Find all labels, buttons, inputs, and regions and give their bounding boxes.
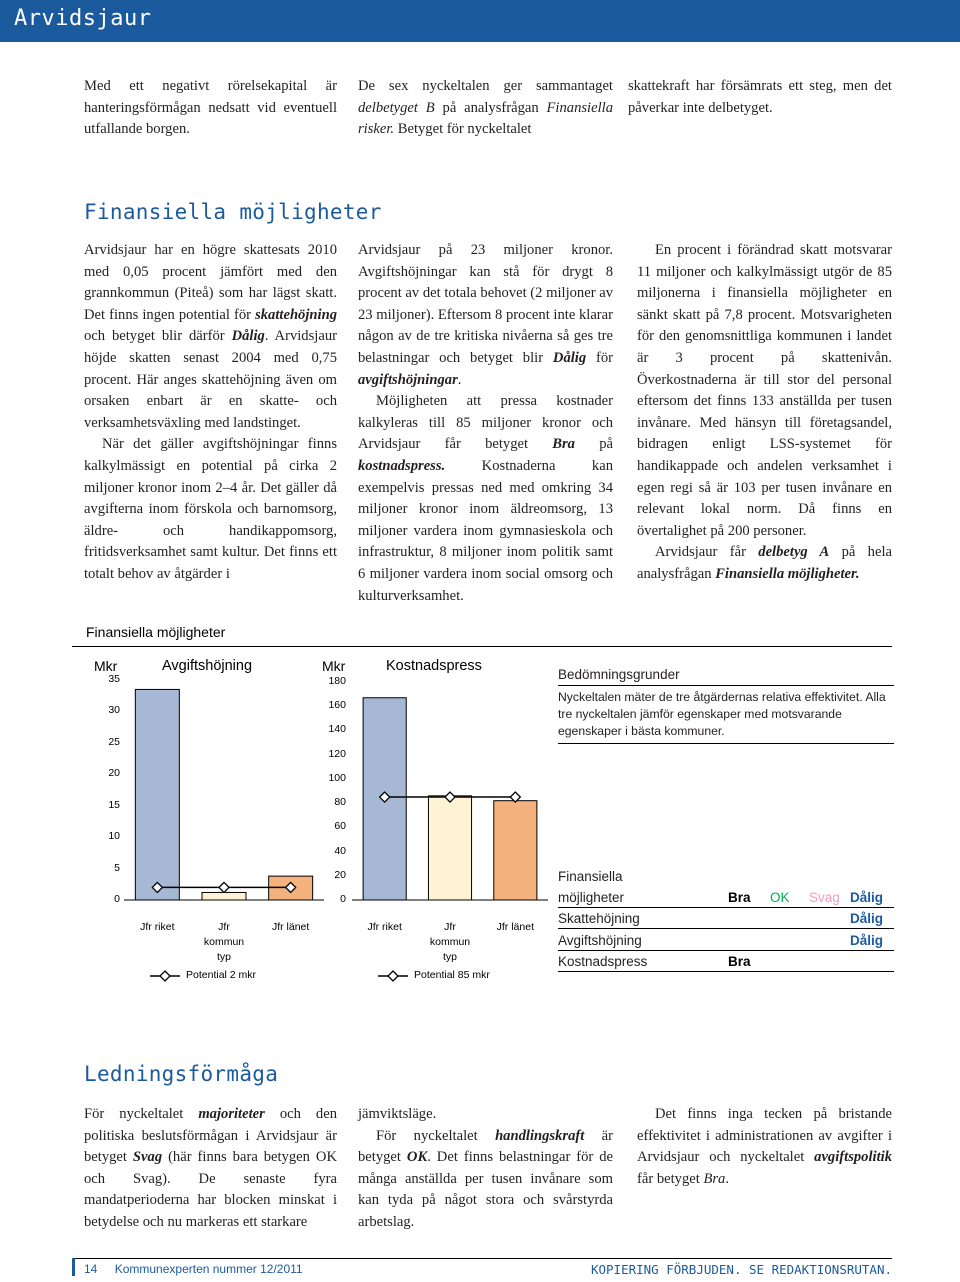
- rating-value-dalig: Dålig: [850, 911, 884, 926]
- x-category-label: Jfr kommun typ: [203, 921, 245, 963]
- intro-text-3: skattekraft har försämrats ett steg, men det påverkar inte delbetyget.: [628, 78, 892, 116]
- y-tick-label: 20: [334, 868, 346, 881]
- rating-table: [558, 868, 894, 972]
- rating-table-header-2: möjligheter: [558, 889, 625, 905]
- rating-row-name: Kostnadspress: [558, 954, 648, 969]
- page-title: Arvidsjaur: [14, 6, 152, 31]
- y-tick-label: 30: [108, 704, 120, 717]
- intro-text-2: De sex nyckeltalen ger sammantaget delbetyget B på analysfrågan Finansiella risker. Betyget för nyckeltalet: [358, 78, 613, 138]
- y-tick-label: 10: [108, 830, 120, 843]
- y-tick-label: 60: [334, 820, 346, 833]
- section-title-ledning: Ledningsförmåga: [84, 1062, 279, 1086]
- paragraph: En procent i förändrad skatt motsvarar 11 miljoner och kalkylmässigt utgör de 85 miljonerna i finansiella möjligheter en sänkt skatt på 7,8 procent. Motsvarigheten för den genomsnittliga kommunen i landet är 3 procent på skattenivån. Överkostnaderna är till stor del personal eftersom det finns 133 anställda per tusen invånare. Med hänsyn till företagsandel, bidragen enligt LSS-systemet för handikappade och andelen verksamhet i egen regi så är 103 per tusen invånare en relevant lokal norm. Då finns en övertalighet på 200 personer.: [637, 242, 892, 539]
- figure-title: Finansiella möjligheter: [86, 624, 226, 640]
- x-category-label: Jfr riket: [140, 921, 175, 933]
- figure-divider: [72, 646, 892, 647]
- copyright-notice: KOPIERING FÖRBJUDEN. SE REDAKTIONSRUTAN.: [590, 1262, 892, 1277]
- paragraph: Möjligheten att pressa kostnader kalkyleras till 85 miljoner kronor och Arvidsjaur får betyget Bra på kostnadspress. Kostnaderna kan exempelvis pressas ned med omkring 34 miljoner kronor inom äldreomsorg, 13 miljoner vardera inom gymnasieskola och infrastruktur, 8 miljoner inom politik samt 6 miljoner vardera inom social omsorg och kulturverksamhet.: [358, 393, 613, 604]
- y-tick-label: 160: [328, 699, 346, 712]
- publication-name: Kommunexperten nummer 12/2011: [114, 1262, 303, 1276]
- section-title-finansiella: Finansiella möjligheter: [84, 200, 382, 224]
- y-axis-label: Mkr: [322, 658, 346, 674]
- y-tick-label: 0: [340, 893, 346, 905]
- rating-label-bra: Bra: [728, 889, 751, 905]
- intro-column-3: [628, 76, 892, 119]
- ledning-column-3: [637, 1104, 892, 1190]
- y-tick-label: 100: [328, 771, 346, 784]
- legend-label: Potential 2 mkr: [186, 969, 257, 981]
- legend-marker: [388, 971, 398, 981]
- chart-kostnadspress: [312, 650, 552, 990]
- page-header: [0, 0, 960, 42]
- bedomningsgrunder-text: Nyckeltalen mäter de tre åtgärdernas relativa effektivitet. Alla tre nyckeltalen jämför egenskaper med motsvarande egenskaper i bästa kommuner.: [558, 689, 894, 744]
- rating-row-kostnadspress: [558, 951, 894, 973]
- y-tick-label: 80: [334, 796, 346, 809]
- rating-value-dalig: Dålig: [850, 932, 884, 948]
- footer-left: [72, 1262, 303, 1276]
- x-category-label: Jfr länet: [496, 921, 534, 933]
- y-tick-label: 35: [108, 673, 120, 685]
- y-tick-label: 40: [334, 844, 346, 857]
- rating-row-skattehojning: [558, 908, 894, 930]
- rating-label-svag: Svag: [809, 889, 840, 905]
- rating-label-dalig: Dålig: [850, 889, 884, 905]
- paragraph: Arvidsjaur på 23 miljoner kronor. Avgiftshöjningar kan stå för drygt 8 procent av det totala behovet (2 miljoner av 23 miljoner). Eftersom 8 procent inte klarar någon av de tre kritiska nivåerna så ges tre belastningar och betyget blir Dålig för avgiftshöjningar.: [358, 242, 613, 388]
- x-category-label: Jfr riket: [367, 921, 402, 933]
- intro-column-2: [358, 76, 613, 141]
- bedomningsgrunder-box: [558, 666, 894, 744]
- bedomningsgrunder-title: Bedömningsgrunder: [558, 666, 894, 686]
- rating-table-header-row: [558, 886, 894, 908]
- finansiella-column-2: [358, 240, 613, 607]
- paragraph: Arvidsjaur får delbetyg A på hela analysfrågan Finansiella möjligheter.: [637, 544, 892, 582]
- ledning-column-1: [84, 1104, 337, 1234]
- chart-title: Avgiftshöjning: [162, 658, 253, 674]
- y-tick-label: 15: [108, 798, 120, 811]
- y-tick-label: 0: [114, 893, 120, 905]
- paragraph: När det gäller avgiftshöjningar finns kalkylmässigt en potential på cirka 2 miljoner kronor inom 2–4 år. Det gäller då avgifterna inom förskola och barnomsorg, äldre- och handikappomsorg, fritidsverksamhet samt kultur. Det finns ett totalt behov av åtgärder i: [84, 436, 337, 582]
- chart-avgiftshojning: [72, 650, 332, 990]
- paragraph: För nyckeltalet handlingskraft är betyget OK. Det finns belastningar för de många anställda per tusen invånare som kan tyda på något stora och svårstyrda arbetslag.: [358, 1127, 614, 1230]
- y-tick-label: 25: [108, 735, 120, 748]
- paragraph: Det finns inga tecken på bristande effektivitet i administrationen av avgifter i Arvidsjaur och nyckeltalet avgiftspolitik får betyget Bra.: [637, 1106, 892, 1187]
- paragraph: Arvidsjaur har en högre skattesats 2010 med 0,05 procent jämfört med den grannkommun (Piteå) som har lägst skatt. Det finns ingen potential för skattehöjning och betyget blir därför Dålig. Arvidsjaur höjde skatten senast 2004 med 0,75 procent. Här anges skattehöjning även om orsaken enbart är en skatte- och verksamhetsväxling med landstinget.: [84, 242, 337, 431]
- x-category-label: Jfr kommun typ: [429, 921, 471, 963]
- y-axis-label: Mkr: [94, 658, 118, 674]
- rating-row-name: Avgiftshöjning: [558, 932, 642, 948]
- y-tick-label: 180: [328, 675, 346, 687]
- chart-title: Kostnadspress: [386, 658, 482, 674]
- rating-row-name: Skattehöjning: [558, 911, 640, 926]
- finansiella-column-1: [84, 240, 337, 586]
- rating-label-ok: OK: [770, 889, 790, 905]
- rating-table-header-1: Finansiella: [558, 869, 623, 884]
- intro-column-1: [84, 76, 337, 141]
- paragraph: jämviktsläge.: [358, 1106, 437, 1122]
- bar-1: [428, 796, 471, 900]
- ledning-column-2: [358, 1104, 613, 1234]
- legend-label: Potential 85 mkr: [414, 969, 490, 981]
- y-tick-label: 120: [328, 747, 346, 760]
- x-category-label: Jfr länet: [271, 921, 310, 933]
- footer-divider: [72, 1258, 892, 1259]
- bar-1: [202, 892, 246, 900]
- y-tick-label: 140: [328, 723, 346, 736]
- y-tick-label: 20: [108, 767, 120, 780]
- potential-marker: [219, 882, 229, 892]
- bar-2: [494, 801, 537, 900]
- finansiella-column-3: [637, 240, 892, 586]
- legend-marker: [160, 971, 170, 981]
- page-number: 14: [84, 1262, 98, 1276]
- intro-text-1: Med ett negativt rörelsekapital är hanteringsförmågan nedsatt vid eventuell utfallande borgen.: [84, 78, 337, 138]
- bar-0: [135, 689, 179, 900]
- rating-row-avgiftshojning: [558, 929, 894, 951]
- paragraph: För nyckeltalet majoriteter och den politiska beslutsförmågan i Arvidsjaur är betyget Svag (här finns bara betygen OK och Svag). De senaste fyra mandatperioderna har blocken minskat i betydelse och nu markeras ett starkare: [84, 1106, 337, 1230]
- rating-value-bra: Bra: [728, 954, 751, 969]
- y-tick-label: 5: [114, 861, 120, 874]
